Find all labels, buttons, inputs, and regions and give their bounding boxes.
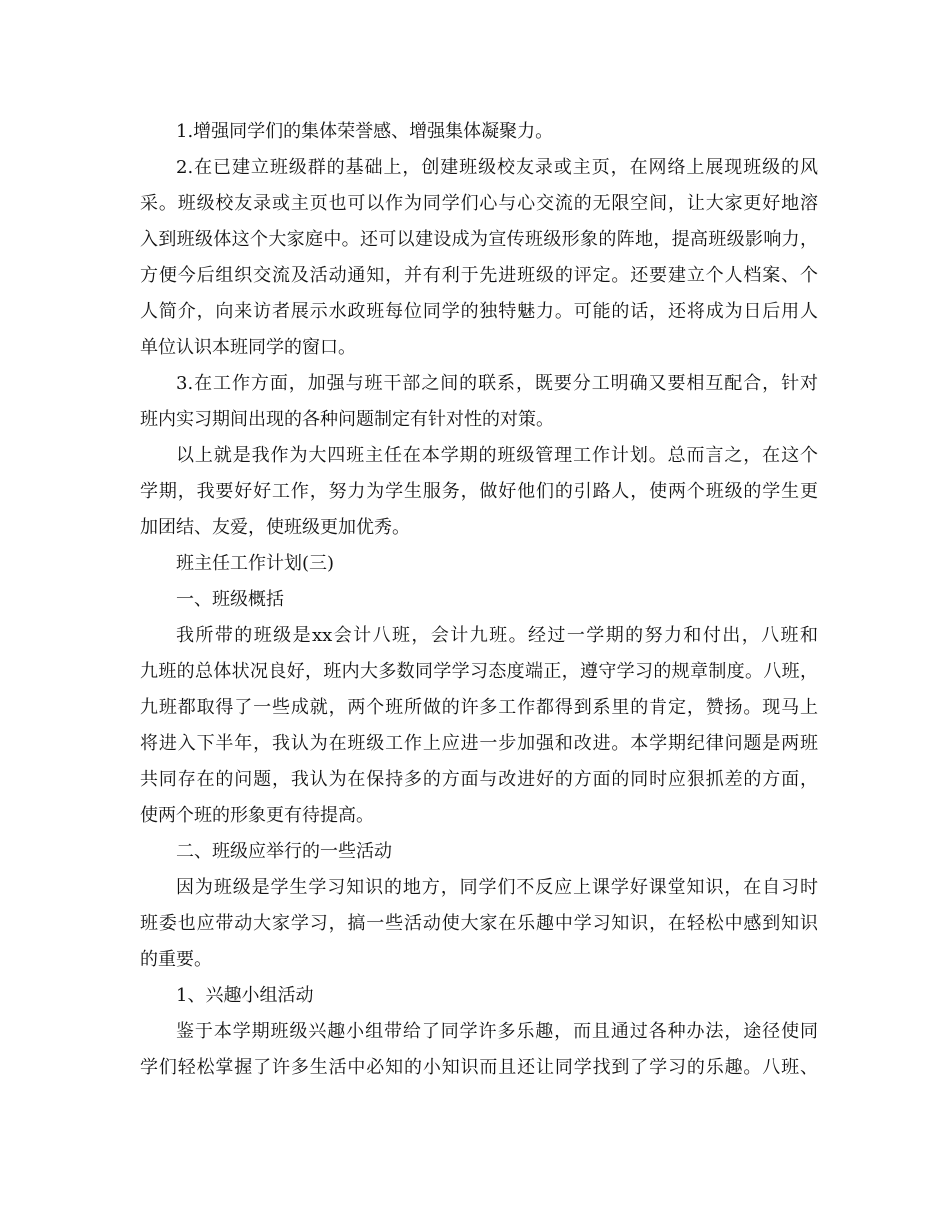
text-line: 因为班级是学生学习知识的地方，同学们不反应上课学好课堂知识，在自习时	[176, 877, 818, 898]
text-line: 以上就是我作为大四班主任在本学期的班级管理工作计划。总而言之，在这个	[176, 445, 818, 466]
text-line: 2.在已建立班级群的基础上，创建班级校友录或主页，在网络上展现班级的风	[176, 157, 818, 178]
text-line: 二、班级应举行的一些活动	[176, 841, 392, 862]
text-line: 学们轻松掌握了许多生活中必知的小知识而且还让同学找到了学习的乐趣。八班、	[140, 1057, 818, 1078]
text-line: 我所带的班级是xx会计八班，会计九班。经过一学期的努力和付出，八班和	[176, 625, 818, 646]
text-line: 采。班级校友录或主页也可以作为同学们心与心交流的无限空间，让大家更好地溶	[140, 193, 818, 214]
text-line: 使两个班的形象更有待提高。	[140, 805, 374, 826]
text-line: 加团结、友爱，使班级更加优秀。	[140, 517, 410, 538]
text-line: 共同存在的问题，我认为在保持多的方面与改进好的方面的同时应狠抓差的方面，	[140, 769, 818, 790]
text-line: 班委也应带动大家学习，搞一些活动使大家在乐趣中学习知识，在轻松中感到知识	[140, 913, 818, 934]
text-line: 鉴于本学期班级兴趣小组带给了同学许多乐趣，而且通过各种办法，途径使同	[176, 1021, 818, 1042]
text-line: 九班的总体状况良好，班内大多数同学学习态度端正，遵守学习的规章制度。八班，	[140, 661, 818, 682]
text-line: 单位认识本班同学的窗口。	[140, 337, 356, 358]
text-line: 人简介，向来访者展示水政班每位同学的独特魅力。可能的话，还将成为日后用人	[140, 301, 818, 322]
text-line: 的重要。	[140, 949, 212, 970]
text-line: 3.在工作方面，加强与班干部之间的联系，既要分工明确又要相互配合，针对	[176, 373, 818, 394]
text-line: 入到班级体这个大家庭中。还可以建设成为宣传班级形象的阵地，提高班级影响力，	[140, 229, 818, 250]
text-line: 学期，我要好好工作，努力为学生服务，做好他们的引路人，使两个班级的学生更	[140, 481, 818, 502]
text-line: 1.增强同学们的集体荣誉感、增强集体凝聚力。	[176, 121, 554, 142]
text-line: 班内实习期间出现的各种问题制定有针对性的对策。	[140, 409, 554, 430]
text-line: 班主任工作计划(三)	[176, 553, 335, 574]
document-body	[140, 114, 818, 1086]
text-line: 将进入下半年，我认为在班级工作上应进一步加强和改进。本学期纪律问题是两班	[140, 733, 818, 754]
text-line: 九班都取得了一些成就，两个班所做的许多工作都得到系里的肯定，赞扬。现马上	[140, 697, 818, 718]
text-line: 1、兴趣小组活动	[176, 985, 314, 1006]
text-line: 方便今后组织交流及活动通知，并有利于先进班级的评定。还要建立个人档案、个	[140, 265, 818, 286]
text-line: 一、班级概括	[176, 589, 284, 610]
